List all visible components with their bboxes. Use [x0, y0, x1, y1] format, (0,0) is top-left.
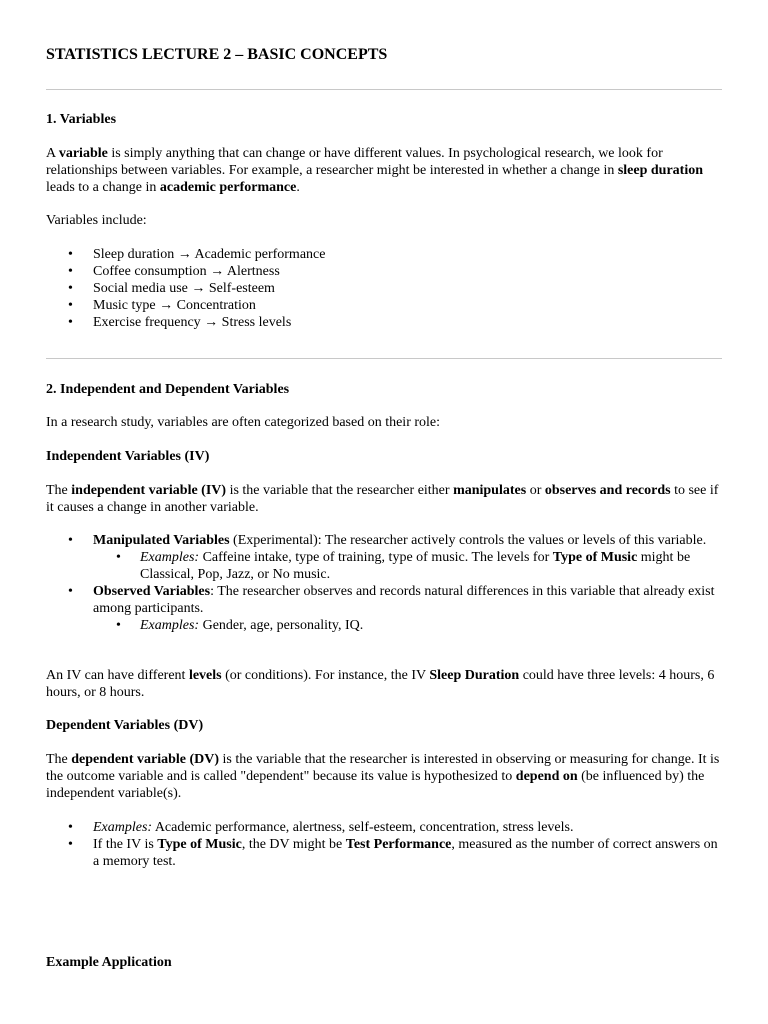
list-item: • Examples: Academic performance, alertness, self-esteem, concentration, stress levels. [46, 819, 722, 836]
manipulated-examples-list [93, 549, 722, 583]
lecture-title: STATISTICS LECTURE 2 – BASIC CONCEPTS [46, 46, 388, 63]
list-item: • Coffee consumption → Alertness [46, 263, 722, 280]
observed-examples-list [93, 617, 722, 634]
section-divider [46, 89, 722, 90]
list-item: • Examples: Caffeine intake, type of training, type of music. The levels for Type of Music might be Classical, Pop, Jazz, or No music. [93, 549, 722, 583]
list-item: • If the IV is Type of Music, the DV might be Test Performance, measured as the number of correct answers on a memory test. [46, 836, 722, 870]
list-item: • Social media use → Self-esteem [46, 280, 722, 297]
example-application-heading: Example Application [46, 955, 172, 970]
section-divider [46, 358, 722, 359]
dv-examples-list [46, 819, 722, 870]
section-1-heading: 1. Variables [46, 112, 117, 127]
list-item: • Music type → Concentration [46, 297, 722, 314]
list-item: • Sleep duration → Academic performance [46, 246, 722, 263]
iv-levels-paragraph: An IV can have different levels (or conditions). For instance, the IV Sleep Duration could have three levels: 4 hours, 6 hours, or 8 hours. [46, 668, 715, 700]
list-item-manipulated: • Manipulated Variables (Experimental): The researcher actively controls the values or levels of this variable. • Examples: Caffeine intake, type of training, type of music. The levels for Type of Music might be Classical, Pop, Jazz, or No music. [46, 532, 722, 583]
list-item-observed: • Observed Variables: The researcher observes and records natural differences in this variable that already exist among participants. • Examples: Gender, age, personality, IQ. [46, 583, 722, 634]
list-item: • Exercise frequency → Stress levels [46, 314, 722, 331]
variables-include-label: Variables include: [46, 213, 147, 228]
dv-definition: The dependent variable (DV) is the variable that the researcher is interested in observing or measuring for change. It is the outcome variable and is called "dependent" because its value is hypothesized to depend on (be influenced by) the independent variable(s). [46, 752, 720, 801]
iv-definition: The independent variable (IV) is the variable that the researcher either manipulates or observes and records to see if it causes a change in another variable. [46, 483, 719, 515]
section-2-heading: 2. Independent and Dependent Variables [46, 382, 290, 397]
iv-heading: Independent Variables (IV) [46, 449, 210, 464]
dv-heading: Dependent Variables (DV) [46, 718, 204, 733]
iv-types-list [46, 532, 722, 634]
variable-definition: A variable is simply anything that can change or have different values. In psychological research, we look for relationships between variables. For example, a researcher might be interested in whether a change in sleep duration leads to a change in academic performance. [46, 146, 704, 195]
variable-examples-list [46, 246, 722, 331]
list-item: • Examples: Gender, age, personality, IQ. [93, 617, 722, 634]
section-2-intro: In a research study, variables are often categorized based on their role: [46, 415, 441, 430]
